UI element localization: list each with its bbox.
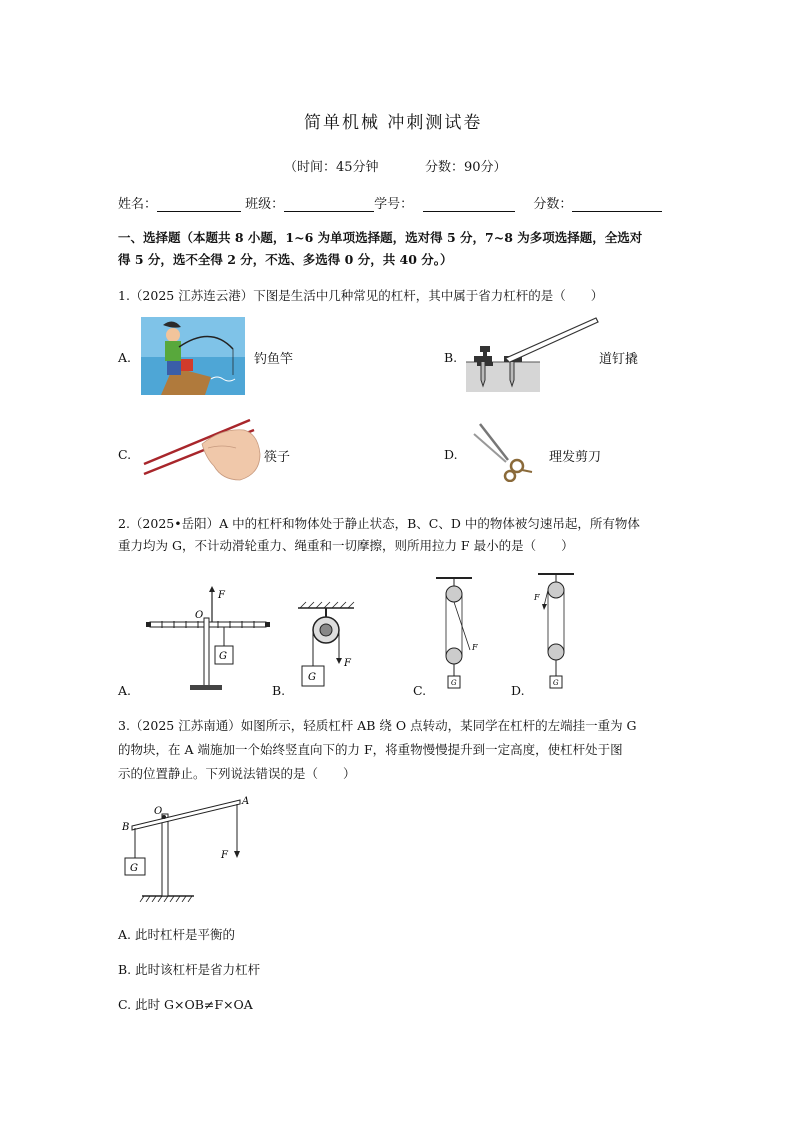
label-f: F <box>221 850 228 861</box>
q2-option-b-letter[interactable]: B. <box>272 683 286 698</box>
q1-option-d-label: 理发剪刀 <box>549 450 602 465</box>
q3-option-c[interactable]: C. 此时 G×OB≠F×OA <box>118 997 253 1012</box>
label-f: F <box>534 593 540 602</box>
label-g: G <box>553 679 559 687</box>
q1-option-c-label: 筷子 <box>264 450 291 465</box>
q3-option-a[interactable]: A. 此时杠杆是平衡的 <box>118 927 235 942</box>
q3-line2: 的物块，在 A 端施加一个始终竖直向下的力 F，将重物慢慢提升到一定高度，使杠杆处于图 <box>118 742 623 757</box>
q2-line2: 重力均为 G，不计动滑轮重力、绳重和一切摩擦，则所用拉力 F 最小的是（ ） <box>118 538 574 553</box>
q1-option-a-label: 钓鱼竿 <box>254 352 294 367</box>
label-a: A <box>242 796 250 807</box>
pulley-block-diagram-d <box>530 570 582 692</box>
info-line <box>118 193 662 212</box>
fixed-pulley-diagram-b <box>292 600 362 692</box>
class-label: 班级： <box>245 197 285 212</box>
q3-line1: 3.（2025 江苏南通）如图所示，轻质杠杆 AB 绕 O 点转动，某同学在杠杆的左端挂一重为 G <box>118 718 637 733</box>
id-blank[interactable] <box>423 197 515 212</box>
score-label: 分数： <box>533 197 573 212</box>
label-f: F <box>344 658 351 669</box>
label-g: G <box>130 863 138 874</box>
name-blank[interactable] <box>157 197 241 212</box>
label-f: F <box>218 590 225 601</box>
q1-option-b-label: 道钉撬 <box>599 352 639 367</box>
class-blank[interactable] <box>284 197 374 212</box>
score-blank[interactable] <box>572 197 662 212</box>
q1-option-c-letter[interactable]: C. <box>118 447 132 462</box>
lever-diagram-a <box>140 584 270 694</box>
score-info: 分数：90分） <box>425 160 507 175</box>
name-label: 姓名： <box>118 197 158 212</box>
q2-option-a-letter[interactable]: A. <box>118 683 132 698</box>
q3-option-b[interactable]: B. 此时该杠杆是省力杠杆 <box>118 962 261 977</box>
label-o: O <box>154 806 163 817</box>
q3-line3: 示的位置静止。下列说法错误的是（ ） <box>118 766 356 781</box>
page-title: 简单机械 冲刺测试卷 <box>304 113 483 133</box>
q1-option-a-letter[interactable]: A. <box>118 350 132 365</box>
lever-diagram-q3 <box>118 792 258 902</box>
q1-stem: 1.（2025 江苏连云港）下图是生活中几种常见的杠杆，其中属于省力杠杆的是（ ） <box>118 288 604 303</box>
label-g: G <box>451 679 457 687</box>
label-o: O <box>195 610 204 621</box>
label-g: G <box>308 672 316 683</box>
spike-crowbar-image <box>464 316 600 396</box>
q1-option-b-letter[interactable]: B. <box>444 350 458 365</box>
label-b: B <box>122 822 130 833</box>
chopsticks-image <box>142 414 264 482</box>
section-heading-line2: 得 5 分，选不全得 2 分，不选、多选得 0 分，共 40 分。） <box>118 252 453 267</box>
scissors-image <box>470 420 536 482</box>
id-label: 学号： <box>374 197 414 212</box>
time-info: （时间：45分钟 <box>284 160 379 175</box>
label-f: F <box>472 643 478 652</box>
section-heading-line1: 一、选择题（本题共 8 小题，1~6 为单项选择题，选对得 5 分，7~8 为多项选择题，全选对 <box>118 230 643 245</box>
q2-line1: 2.（2025•岳阳）A 中的杠杆和物体处于静止状态，B、C、D 中的物体被匀速吊起，所有物体 <box>118 516 640 531</box>
q1-option-d-letter[interactable]: D. <box>444 447 458 462</box>
q2-option-d-letter[interactable]: D. <box>511 683 525 698</box>
q2-option-c-letter[interactable]: C. <box>413 683 427 698</box>
pulley-block-diagram-c <box>432 574 486 692</box>
label-g: G <box>219 651 227 662</box>
fishing-rod-image <box>141 317 245 395</box>
